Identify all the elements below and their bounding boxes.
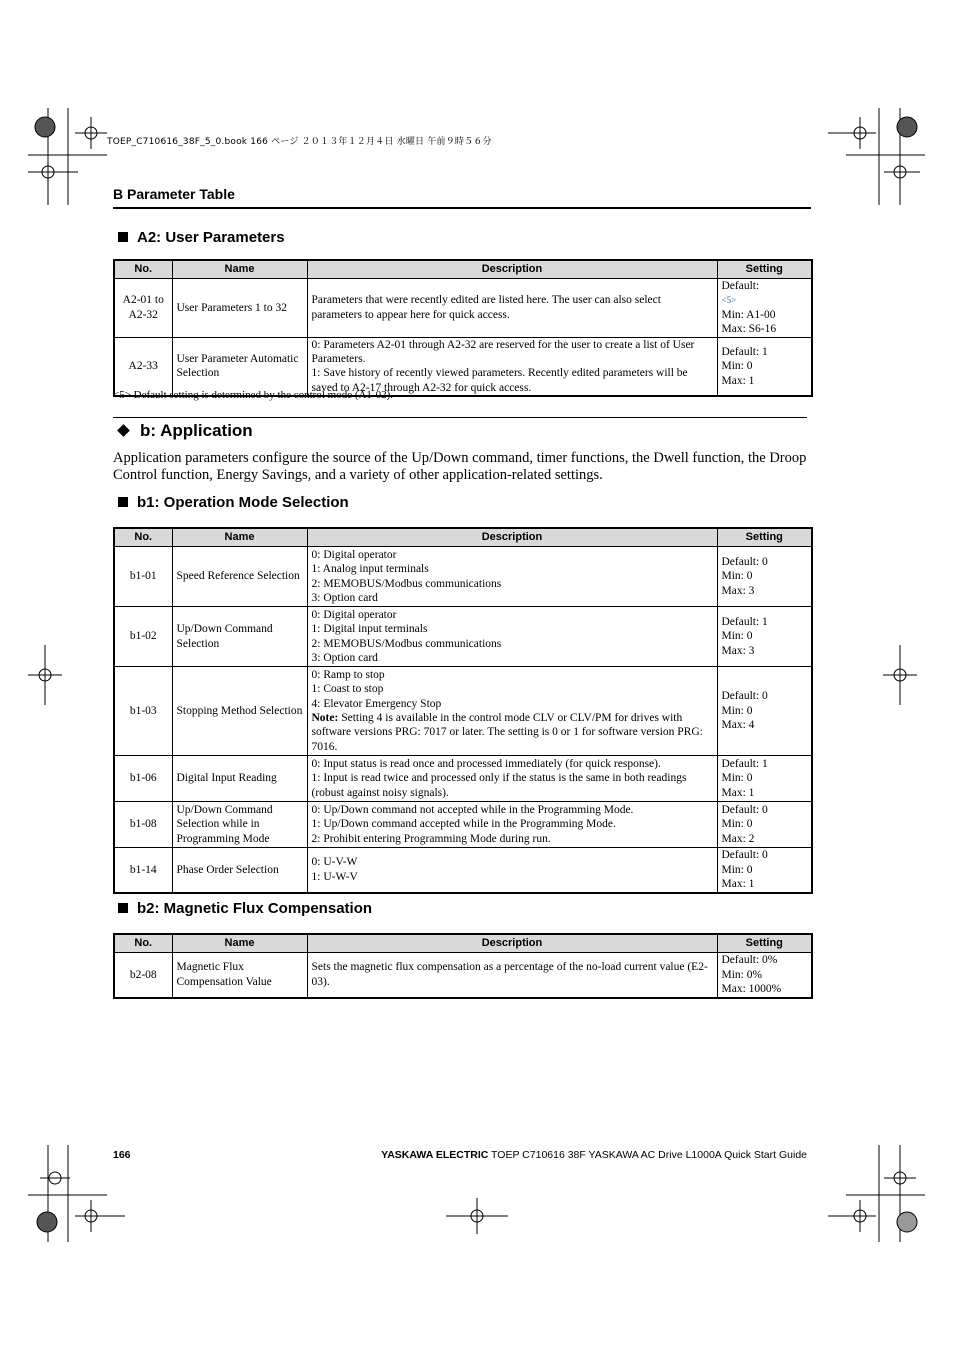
table-row: [114, 547, 812, 607]
header-rule: [113, 207, 811, 209]
heading-text: A2: User Parameters: [137, 229, 285, 246]
ref-link[interactable]: <5>: [721, 295, 737, 306]
book-info-line: TOEP_C710616_38F_5_0.book 166 ページ ２０１３年１２月４日 水曜日 午前９時５６分: [107, 137, 492, 147]
col-setting: Setting: [717, 934, 812, 953]
param-name: User Parameter Automatic Selection: [172, 337, 307, 396]
doc-title: TOEP C710616 38F YASKAWA AC Drive L1000A Quick Start Guide: [488, 1149, 807, 1161]
param-name: Phase Order Selection: [172, 848, 307, 893]
param-name: Magnetic Flux Compensation Value: [172, 953, 307, 998]
param-no: A2-01 to A2-32: [114, 279, 172, 338]
param-setting: Default: 0% Min: 0% Max: 1000%: [717, 953, 812, 998]
col-name: Name: [172, 934, 307, 953]
param-no: b1-03: [114, 667, 172, 756]
table-row: [114, 848, 812, 893]
section-rule: [113, 417, 807, 418]
brand-name: YASKAWA ELECTRIC: [381, 1149, 489, 1161]
param-name: Up/Down Command Selection: [172, 607, 307, 667]
param-name: User Parameters 1 to 32: [172, 279, 307, 338]
param-desc: 0: Ramp to stop 1: Coast to stop 4: Elevator Emergency Stop Note: Setting 4 is available in the control mode CLV or CLV/PM for drives with software versions PRG: 7017 or later. The setting is 0 or 1 for software version PRG: 7016.: [307, 667, 717, 756]
page-number: 166: [113, 1149, 131, 1161]
param-setting: Default: 0 Min: 0 Max: 1: [717, 848, 812, 893]
param-name: Speed Reference Selection: [172, 547, 307, 607]
param-desc: 0: Input status is read once and processed immediately (for quick response). 1: Input is read twice and processed only if the status is the same in both readings (robust against noisy signals).: [307, 756, 717, 802]
table-row: [114, 337, 812, 396]
table-row: [114, 953, 812, 998]
section-heading-b2: [118, 900, 372, 917]
param-desc: 0: Digital operator 1: Digital input terminals 2: MEMOBUS/Modbus communications 3: Option card: [307, 607, 717, 667]
heading-text: b1: Operation Mode Selection: [137, 494, 349, 511]
param-desc: 0: Parameters A2-01 through A2-32 are reserved for the user to create a list of User Parameters. 1: Save history of recently viewed parameters. Recently edited parameters will be saved to A2-17 through A2-32 for quick access.: [307, 337, 717, 396]
param-desc: Sets the magnetic flux compensation as a percentage of the no-load current value (E2-03).: [307, 953, 717, 998]
table-row: [114, 667, 812, 756]
col-name: Name: [172, 528, 307, 547]
param-setting: Default: 0 Min: 0 Max: 2: [717, 802, 812, 848]
table-b2: [113, 933, 813, 999]
param-no: b1-01: [114, 547, 172, 607]
param-setting: Default: 0 Min: 0 Max: 4: [717, 667, 812, 756]
footnote: <5> Default setting is determined by the control mode (A1-02).: [113, 389, 394, 401]
param-no: b1-06: [114, 756, 172, 802]
param-no: b1-02: [114, 607, 172, 667]
param-name: Stopping Method Selection: [172, 667, 307, 756]
heading-text: b: Application: [140, 421, 253, 440]
col-setting: Setting: [717, 528, 812, 547]
table-header-row: [114, 528, 812, 547]
col-setting: Setting: [717, 260, 812, 279]
square-bullet-icon: [118, 903, 128, 913]
param-setting: Default: 1 Min: 0 Max: 1: [717, 756, 812, 802]
table-header-row: [114, 260, 812, 279]
param-desc: Parameters that were recently edited are listed here. The user can also select parameters to appear here for quick access.: [307, 279, 717, 338]
param-no: b1-08: [114, 802, 172, 848]
param-no: b2-08: [114, 953, 172, 998]
intro-paragraph: Application parameters configure the source of the Up/Down command, timer functions, the Dwell function, the Droop Control function, Energy Savings, and a variety of other application-related settings.: [113, 450, 807, 483]
table-header-row: [114, 934, 812, 953]
param-setting: Default: <5> Min: A1-00 Max: S6-16: [717, 279, 812, 338]
col-description: Description: [307, 934, 717, 953]
table-row: [114, 756, 812, 802]
note-label: Note:: [311, 712, 339, 724]
param-desc: 0: Up/Down command not accepted while in the Programming Mode. 1: Up/Down command accepted while in the Programming Mode. 2: Prohibit entering Programming Mode during run.: [307, 802, 717, 848]
section-heading-a2: [118, 229, 285, 246]
table-row: [114, 279, 812, 338]
square-bullet-icon: [118, 232, 128, 242]
col-name: Name: [172, 260, 307, 279]
col-description: Description: [307, 528, 717, 547]
section-heading-b1: [118, 494, 349, 511]
col-description: Description: [307, 260, 717, 279]
chapter-heading-b: [116, 421, 253, 441]
table-row: [114, 802, 812, 848]
param-no: A2-33: [114, 337, 172, 396]
table-row: [114, 607, 812, 667]
param-desc: 0: Digital operator 1: Analog input terminals 2: MEMOBUS/Modbus communications 3: Option card: [307, 547, 717, 607]
param-setting: Default: 1 Min: 0 Max: 1: [717, 337, 812, 396]
param-name: Digital Input Reading: [172, 756, 307, 802]
running-title: B Parameter Table: [113, 186, 235, 202]
col-no: No.: [114, 934, 172, 953]
param-desc: 0: U-V-W 1: U-W-V: [307, 848, 717, 893]
square-bullet-icon: [118, 497, 128, 507]
col-no: No.: [114, 528, 172, 547]
param-name: Up/Down Command Selection while in Programming Mode: [172, 802, 307, 848]
param-setting: Default: 0 Min: 0 Max: 3: [717, 547, 812, 607]
col-no: No.: [114, 260, 172, 279]
param-no: b1-14: [114, 848, 172, 893]
param-setting: Default: 1 Min: 0 Max: 3: [717, 607, 812, 667]
table-b1: [113, 527, 813, 894]
heading-text: b2: Magnetic Flux Compensation: [137, 900, 373, 917]
table-a2: [113, 259, 813, 397]
footer-doc-title: [381, 1149, 807, 1161]
diamond-bullet-icon: [117, 424, 130, 437]
